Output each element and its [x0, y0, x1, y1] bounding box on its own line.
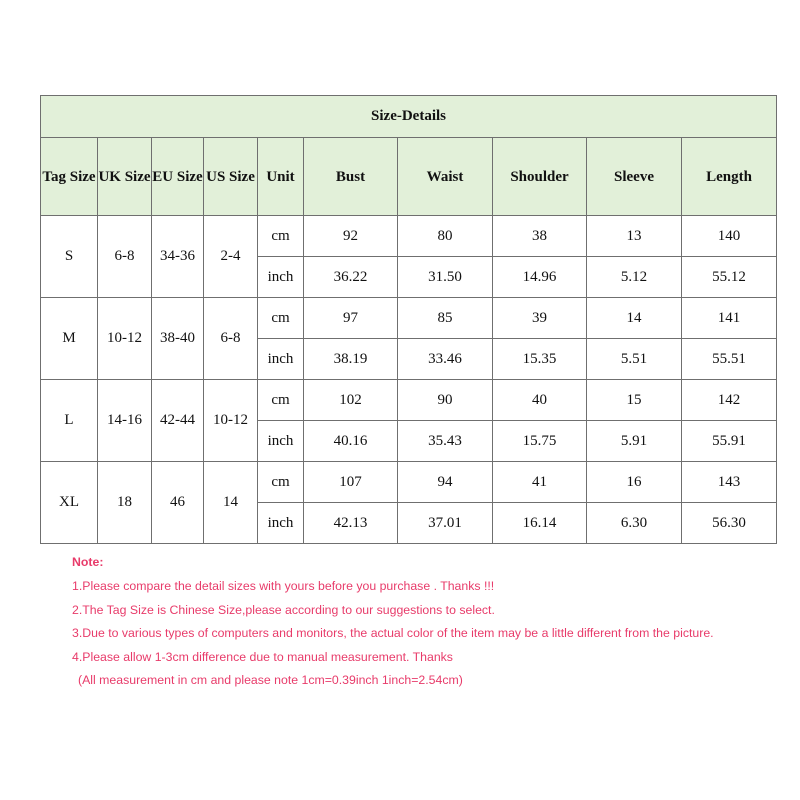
unit-cell: cm: [258, 462, 304, 503]
sleeve-cell: 13: [587, 216, 682, 257]
sleeve-cell: 16: [587, 462, 682, 503]
us-size-cell: 10-12: [204, 380, 258, 462]
header-bust: Bust: [304, 138, 398, 216]
unit-cell: inch: [258, 339, 304, 380]
table-title: Size-Details: [41, 96, 777, 138]
waist-cell: 33.46: [398, 339, 493, 380]
tag-size-cell: S: [41, 216, 98, 298]
shoulder-cell: 41: [493, 462, 587, 503]
table-row: [41, 298, 777, 339]
note-line-3: 3.Due to various types of computers and monitors, the actual color of the item may be a little different from the picture.: [72, 626, 714, 640]
shoulder-cell: 16.14: [493, 503, 587, 544]
bust-cell: 38.19: [304, 339, 398, 380]
waist-cell: 94: [398, 462, 493, 503]
header-eu-size: EU Size: [152, 138, 204, 216]
uk-size-cell: 10-12: [98, 298, 152, 380]
bust-cell: 42.13: [304, 503, 398, 544]
length-cell: 141: [682, 298, 777, 339]
notes-section: [72, 552, 792, 694]
shoulder-cell: 14.96: [493, 257, 587, 298]
header-row: [41, 138, 777, 216]
us-size-cell: 14: [204, 462, 258, 544]
bust-cell: 40.16: [304, 421, 398, 462]
unit-cell: cm: [258, 298, 304, 339]
header-waist: Waist: [398, 138, 493, 216]
bust-cell: 92: [304, 216, 398, 257]
shoulder-cell: 15.35: [493, 339, 587, 380]
header-unit: Unit: [258, 138, 304, 216]
note-line-1: 1.Please compare the detail sizes with yours before you purchase . Thanks !!!: [72, 579, 495, 593]
unit-cell: cm: [258, 216, 304, 257]
tag-size-cell: XL: [41, 462, 98, 544]
shoulder-cell: 40: [493, 380, 587, 421]
length-cell: 56.30: [682, 503, 777, 544]
length-cell: 55.51: [682, 339, 777, 380]
waist-cell: 35.43: [398, 421, 493, 462]
sleeve-cell: 15: [587, 380, 682, 421]
length-cell: 140: [682, 216, 777, 257]
waist-cell: 85: [398, 298, 493, 339]
header-shoulder: Shoulder: [493, 138, 587, 216]
size-details-table: [40, 95, 777, 544]
uk-size-cell: 6-8: [98, 216, 152, 298]
note-line-5: (All measurement in cm and please note 1cm=0.39inch 1inch=2.54cm): [78, 673, 463, 687]
waist-cell: 80: [398, 216, 493, 257]
table-row: [41, 380, 777, 421]
table-row: [41, 216, 777, 257]
unit-cell: inch: [258, 421, 304, 462]
eu-size-cell: 46: [152, 462, 204, 544]
length-cell: 55.91: [682, 421, 777, 462]
eu-size-cell: 42-44: [152, 380, 204, 462]
sleeve-cell: 5.91: [587, 421, 682, 462]
us-size-cell: 6-8: [204, 298, 258, 380]
bust-cell: 36.22: [304, 257, 398, 298]
note-line-2: 2.The Tag Size is Chinese Size,please according to our suggestions to select.: [72, 602, 495, 617]
shoulder-cell: 38: [493, 216, 587, 257]
bust-cell: 97: [304, 298, 398, 339]
table-row: [41, 462, 777, 503]
sleeve-cell: 5.12: [587, 257, 682, 298]
length-cell: 142: [682, 380, 777, 421]
title-row: [41, 96, 777, 138]
bust-cell: 107: [304, 462, 398, 503]
eu-size-cell: 38-40: [152, 298, 204, 380]
unit-cell: cm: [258, 380, 304, 421]
waist-cell: 31.50: [398, 257, 493, 298]
sleeve-cell: 14: [587, 298, 682, 339]
waist-cell: 37.01: [398, 503, 493, 544]
tag-size-cell: M: [41, 298, 98, 380]
length-cell: 55.12: [682, 257, 777, 298]
tag-size-cell: L: [41, 380, 98, 462]
header-uk-size: UK Size: [98, 138, 152, 216]
waist-cell: 90: [398, 380, 493, 421]
bust-cell: 102: [304, 380, 398, 421]
sleeve-cell: 5.51: [587, 339, 682, 380]
header-length: Length: [682, 138, 777, 216]
unit-cell: inch: [258, 257, 304, 298]
sleeve-cell: 6.30: [587, 503, 682, 544]
eu-size-cell: 34-36: [152, 216, 204, 298]
shoulder-cell: 15.75: [493, 421, 587, 462]
unit-cell: inch: [258, 503, 304, 544]
uk-size-cell: 18: [98, 462, 152, 544]
shoulder-cell: 39: [493, 298, 587, 339]
header-sleeve: Sleeve: [587, 138, 682, 216]
uk-size-cell: 14-16: [98, 380, 152, 462]
header-us-size: US Size: [204, 138, 258, 216]
note-line-4: 4.Please allow 1-3cm difference due to manual measurement. Thanks: [72, 649, 453, 664]
us-size-cell: 2-4: [204, 216, 258, 298]
notes-title: Note:: [72, 555, 104, 569]
length-cell: 143: [682, 462, 777, 503]
header-tag-size: Tag Size: [41, 138, 98, 216]
